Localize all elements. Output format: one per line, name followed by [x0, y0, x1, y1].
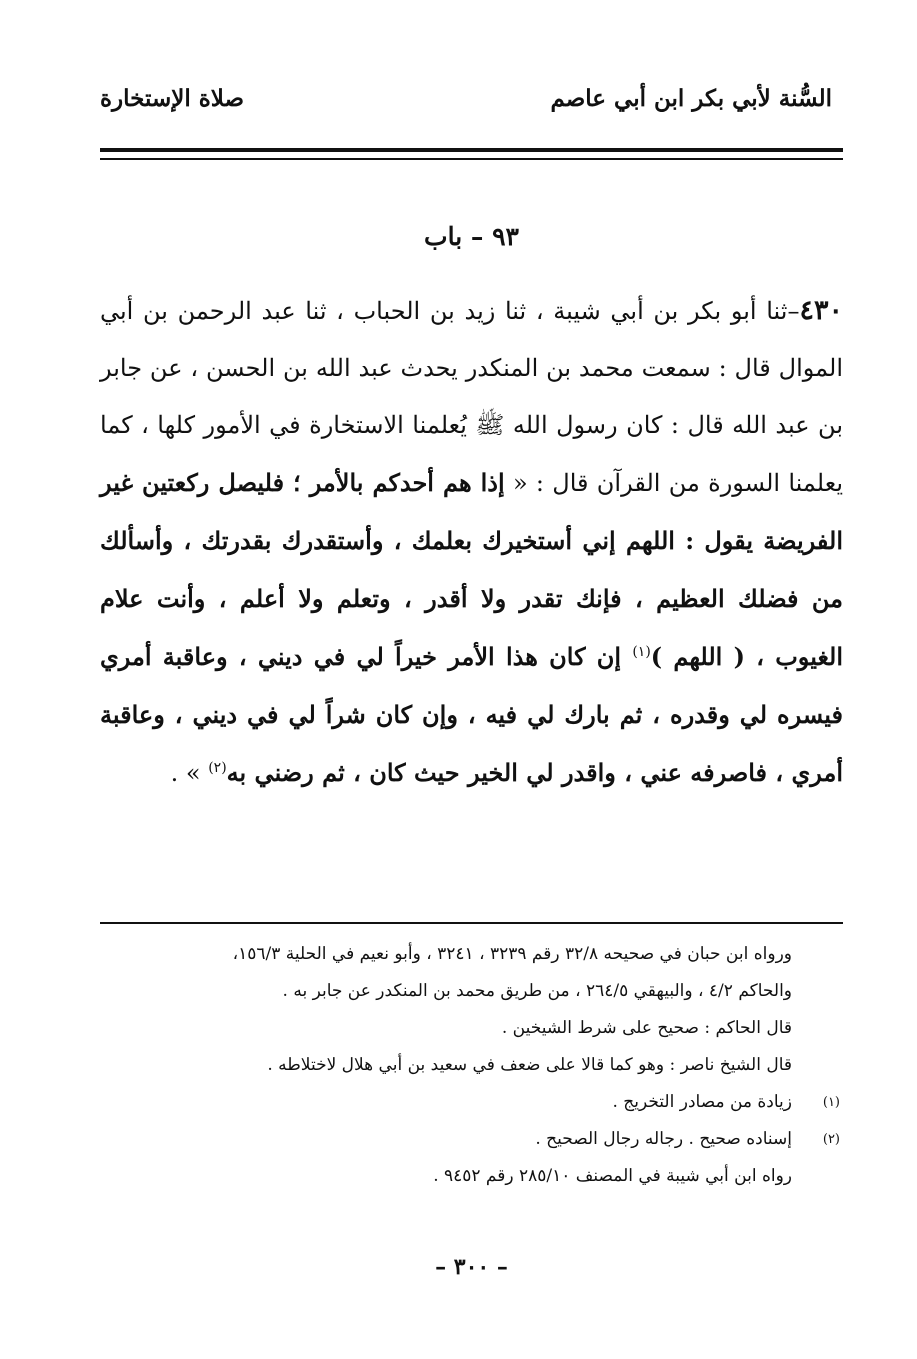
hadith-closing: » .	[170, 759, 209, 787]
footnote-continuation-line: قال الشيخ ناصر : وهو كما قالا على ضعف في سعيد بن أبي هلال لاختلاطه .	[267, 1055, 792, 1075]
footnote-ref-1: (١)	[632, 644, 651, 660]
footnote-1	[140, 1084, 840, 1121]
footnote-2	[140, 1121, 840, 1158]
footnote-mark-2: (٢)	[822, 1132, 840, 1147]
footnote-final-line: رواه ابن أبي شيبة في المصنف ٢٨٥/١٠ رقم ٩٤٥٢ .	[433, 1166, 792, 1186]
footnote-continuation-line: والحاكم ٤/٢ ، والبيهقي ٢٦٤/٥ ، من طريق محمد بن المنكدر عن جابر به .	[282, 981, 792, 1001]
footnote-rule	[100, 922, 843, 924]
running-header	[100, 78, 832, 118]
hadith-number: ٤٣٠	[799, 295, 843, 326]
section-title: صلاة الإستخارة	[100, 84, 245, 112]
footnotes-block	[140, 936, 840, 1195]
footnote-continuation-line: قال الحاكم : صحيح على شرط الشيخين .	[501, 1018, 792, 1038]
header-rule-thick	[100, 148, 843, 152]
footnote-continuation-line: ورواه ابن حبان في صحيحه ٣٢/٨ رقم ٣٢٣٩ ، ٣٢٤١ ، وأبو نعيم في الحلية ١٥٦/٣،	[232, 944, 792, 964]
hadith-isnad: –ثنا أبو بكر بن أبي شيبة ، ثنا زيد بن الحباب ، ثنا عبد الرحمن بن أبي الموال قال : سمعت محمد بن المنكدر يحدث عبد الله بن الحسن ، عن جابر بن عبد الله قال : كان رسول الله ﷺ يُعلمنا الاستخارة في الأمور كلها ، كما يعلمنا السورة من القرآن قال : «	[100, 297, 844, 497]
hadith-text	[100, 282, 843, 802]
header-rule-thin	[100, 158, 843, 160]
footnote-text-1: زيادة من مصادر التخريج .	[612, 1092, 792, 1112]
page-number: – ٣٠٠ –	[435, 1254, 508, 1280]
chapter-heading: ٩٣ – باب	[424, 222, 519, 251]
footnote-ref-2: (٢)	[208, 760, 227, 776]
hadith-matn-part1: إذا هم أحدكم بالأمر ؛ فليصل ركعتين غير الفريضة يقول : اللهم إني أستخيرك بعلمك ، وأستقدرك بقدرتك ، وأسألك من فضلك العظيم ، فإنك تقدر ولا أقدر ، وتعلم ولا أعلم ، وأنت علام الغيوب ، ( اللهم )	[100, 468, 844, 671]
hadith-matn-part2: إن كان هذا الأمر خيراً لي في ديني ، وعاقبة أمري فيسره لي وقدره ، ثم بارك لي فيه ، وإن كان شراً لي في ديني ، وعاقبة أمري ، فاصرفه عني ، واقدر لي الخير حيث كان ، ثم رضني به	[100, 642, 843, 787]
book-title: السُّنة لأبي بكر ابن أبي عاصم	[550, 84, 832, 112]
footnote-text-2: إسناده صحيح . رجاله رجال الصحيح .	[535, 1129, 792, 1149]
footnote-mark-1: (١)	[822, 1095, 840, 1110]
